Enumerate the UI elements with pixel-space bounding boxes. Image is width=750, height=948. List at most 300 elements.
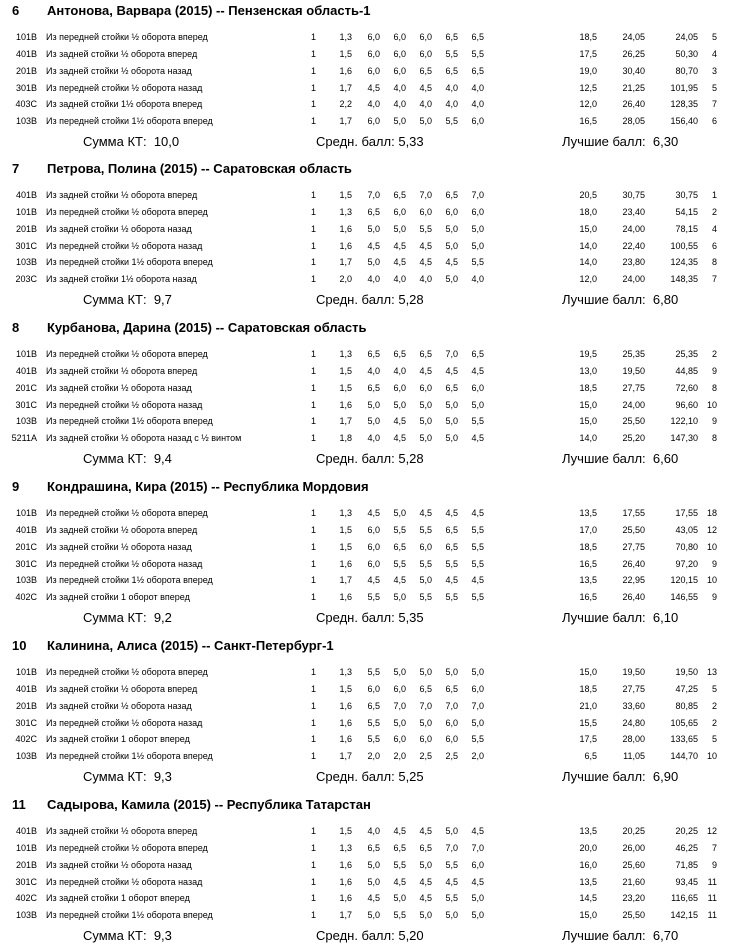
judge-score-5: 2,0 [471,751,484,761]
judge-score-2: 5,0 [393,893,406,903]
dive-group: 1 [310,860,316,870]
judge-score-4: 6,0 [445,718,458,728]
average-score-label: Средн. балл: [316,292,395,307]
place: 7 [711,99,717,109]
dive-group: 1 [310,383,316,393]
score-sum: 21,0 [579,701,597,711]
judge-score-5: 6,5 [471,32,484,42]
judge-score-5: 5,5 [471,257,484,267]
judge-score-3: 7,0 [419,701,432,711]
judge-score-5: 4,5 [471,433,484,443]
dive-description: Из передней стойки 1½ оборота вперед [46,751,213,761]
dive-description: Из передней стойки ½ оборота назад [46,877,203,887]
dive-difficulty: 1,5 [339,190,352,200]
cumulative-total: 43,05 [675,525,698,535]
judge-score-2: 4,5 [393,826,406,836]
judge-score-3: 5,5 [419,525,432,535]
dive-description: Из передней стойки ½ оборота вперед [46,667,208,677]
judge-score-4: 5,0 [445,667,458,677]
dive-description: Из задней стойки ½ оборота назад [46,224,192,234]
judge-score-3: 4,5 [419,241,432,251]
dive-description: Из передней стойки 1½ оборота вперед [46,575,213,585]
cumulative-total: 93,45 [675,877,698,887]
best-score [562,450,678,468]
dive-difficulty: 1,7 [339,910,352,920]
dive-row [0,430,750,446]
dive-total: 25,20 [622,433,645,443]
place: 6 [711,241,717,251]
judge-score-5: 5,5 [471,559,484,569]
athlete-number: 11 [12,797,26,812]
dive-code: 101B [15,349,37,359]
score-sum: 6,5 [584,751,597,761]
place: 4 [711,224,717,234]
best-score [562,291,678,309]
place: 9 [711,366,717,376]
dive-code: 401B [15,190,37,200]
average-score-value: 5,28 [398,451,424,466]
dive-group: 1 [310,592,316,602]
dive-code: 401B [15,684,37,694]
dive-code: 103B [15,416,37,426]
cumulative-total: 128,35 [670,99,698,109]
judge-score-4: 4,5 [445,257,458,267]
average-score-label: Средн. балл: [316,928,395,943]
dive-group: 1 [310,893,316,903]
athlete-number: 6 [12,3,20,18]
sum-kt-value: 10,0 [153,134,180,149]
dive-code: 5211A [11,433,37,443]
judge-score-5: 5,0 [471,400,484,410]
judge-score-4: 5,0 [445,241,458,251]
place: 5 [711,83,717,93]
judge-score-2: 5,0 [393,718,406,728]
dive-total: 25,60 [622,860,645,870]
dive-code: 103B [15,257,37,267]
dive-total: 30,40 [622,66,645,76]
sum-kt [83,927,172,945]
cumulative-total: 144,70 [670,751,698,761]
judge-score-1: 5,0 [367,860,380,870]
score-sum: 18,5 [579,684,597,694]
judge-score-4: 5,5 [445,49,458,59]
dive-total: 21,25 [622,83,645,93]
dive-difficulty: 1,7 [339,83,352,93]
dive-row [0,397,750,413]
dive-group: 1 [310,508,316,518]
dive-group: 1 [310,400,316,410]
score-sum: 19,0 [579,66,597,76]
score-sum: 15,0 [579,416,597,426]
place: 11 [707,893,717,903]
judge-score-4: 5,5 [445,116,458,126]
judge-score-3: 6,5 [419,684,432,694]
judge-score-3: 5,0 [419,400,432,410]
score-sum: 13,5 [579,877,597,887]
dive-group: 1 [310,559,316,569]
dive-total: 11,05 [623,751,645,761]
score-sum: 16,5 [579,116,597,126]
judge-score-1: 4,5 [367,508,380,518]
dive-code: 101B [15,667,37,677]
dive-code: 402C [15,893,37,903]
dive-description: Из задней стойки ½ оборота вперед [46,525,198,535]
judge-score-2: 4,5 [393,416,406,426]
dive-group: 1 [310,349,316,359]
place: 3 [711,66,717,76]
dive-difficulty: 1,7 [339,116,352,126]
judge-score-5: 6,5 [471,66,484,76]
score-sum: 12,0 [579,99,597,109]
dive-difficulty: 1,5 [339,383,352,393]
dive-group: 1 [310,667,316,677]
judge-score-1: 6,5 [367,701,380,711]
place: 8 [711,257,717,267]
judge-score-4: 4,0 [445,99,458,109]
judge-score-1: 4,5 [367,575,380,585]
dive-difficulty: 1,5 [339,684,352,694]
best-score-label: Лучшие балл: [562,292,646,307]
judge-score-4: 6,5 [445,542,458,552]
judge-score-5: 4,0 [471,99,484,109]
athlete-summary [0,768,750,786]
judge-score-3: 6,5 [419,349,432,359]
dive-code: 301C [15,718,37,728]
dive-code: 401B [15,366,37,376]
dive-description: Из передней стойки 1½ оборота вперед [46,910,213,920]
sum-kt [83,291,172,309]
judge-score-1: 6,5 [367,843,380,853]
judge-score-2: 5,5 [393,559,406,569]
dive-total: 27,75 [622,542,645,552]
judge-score-5: 5,5 [471,49,484,59]
dive-code: 203C [15,274,37,284]
best-score-label: Лучшие балл: [562,769,646,784]
dive-code: 301C [15,877,37,887]
place: 11 [707,910,717,920]
average-score-value: 5,25 [398,769,424,784]
sum-kt-label: Сумма КТ: [83,134,147,149]
dive-code: 201B [15,701,37,711]
judge-score-2: 6,0 [393,32,406,42]
dive-total: 19,50 [622,667,645,677]
dive-description: Из задней стойки ½ оборота назад [46,66,192,76]
dive-row [0,589,750,605]
dive-code: 403C [15,99,37,109]
sum-kt-label: Сумма КТ: [83,292,147,307]
dive-description: Из задней стойки ½ оборота вперед [46,826,198,836]
judge-score-2: 4,0 [393,99,406,109]
dive-code: 201C [15,542,37,552]
judge-score-1: 6,0 [367,116,380,126]
dive-group: 1 [310,701,316,711]
place: 5 [711,734,717,744]
judge-score-1: 4,0 [367,99,380,109]
judge-score-2: 4,5 [393,433,406,443]
judge-score-1: 5,0 [367,416,380,426]
dive-row [0,731,750,747]
cumulative-total: 148,35 [670,274,698,284]
place: 10 [706,751,717,761]
dive-group: 1 [310,99,316,109]
judge-score-1: 6,0 [367,684,380,694]
athlete-summary [0,450,750,468]
judge-score-4: 5,5 [445,893,458,903]
judge-score-3: 2,5 [419,751,432,761]
judge-score-1: 5,5 [367,592,380,602]
judge-score-5: 5,0 [471,224,484,234]
judge-score-2: 6,0 [393,684,406,694]
score-sum: 19,5 [579,349,597,359]
dive-total: 24,05 [622,32,645,42]
score-sum: 15,0 [579,400,597,410]
dive-description: Из задней стойки ½ оборота вперед [46,684,198,694]
dive-total: 24,00 [622,400,645,410]
judge-score-4: 6,5 [445,383,458,393]
judge-score-5: 6,5 [471,349,484,359]
place: 18 [706,508,717,518]
dive-description: Из передней стойки 1½ оборота вперед [46,416,213,426]
judge-score-4: 6,5 [445,66,458,76]
judge-score-1: 4,0 [367,826,380,836]
judge-score-3: 6,0 [419,49,432,59]
judge-score-4: 4,0 [445,83,458,93]
judge-score-3: 5,0 [419,416,432,426]
dive-group: 1 [310,190,316,200]
judge-score-3: 4,5 [419,826,432,836]
dive-total: 28,00 [622,734,645,744]
place: 10 [706,400,717,410]
judge-score-3: 4,5 [419,877,432,887]
sum-kt-label: Сумма КТ: [83,610,147,625]
place: 2 [711,207,717,217]
average-score [316,609,424,627]
dive-description: Из задней стойки 1½ оборота вперед [46,99,203,109]
dive-description: Из передней стойки ½ оборота вперед [46,349,208,359]
dive-group: 1 [310,83,316,93]
dive-group: 1 [310,575,316,585]
dive-total: 27,75 [622,383,645,393]
judge-score-5: 5,0 [471,893,484,903]
judge-score-2: 7,0 [393,701,406,711]
judge-score-2: 6,0 [393,383,406,393]
judge-score-3: 4,5 [419,257,432,267]
judge-score-3: 4,5 [419,893,432,903]
judge-score-4: 6,0 [445,734,458,744]
dive-difficulty: 1,6 [339,241,352,251]
dive-difficulty: 1,6 [339,400,352,410]
sum-kt [83,609,172,627]
dive-row [0,413,750,429]
best-score [562,133,678,151]
dive-total: 26,25 [622,49,645,59]
judge-score-5: 4,0 [471,274,484,284]
sum-kt-value: 9,4 [153,451,172,466]
judge-score-5: 6,0 [471,684,484,694]
dive-description: Из задней стойки 1½ оборота назад [46,274,197,284]
best-score-value: 6,90 [652,769,679,784]
best-score-label: Лучшие балл: [562,928,646,943]
dive-total: 26,40 [622,99,645,109]
judge-score-1: 2,0 [367,751,380,761]
place: 4 [711,49,717,59]
dive-group: 1 [310,826,316,836]
score-sum: 14,0 [579,257,597,267]
dive-total: 21,60 [622,877,645,887]
dive-group: 1 [310,241,316,251]
place: 10 [706,575,717,585]
judge-score-3: 4,5 [419,508,432,518]
dive-difficulty: 1,3 [339,843,352,853]
average-score-label: Средн. балл: [316,769,395,784]
place: 9 [711,416,717,426]
athlete-summary [0,133,750,151]
dive-difficulty: 2,0 [339,274,352,284]
judge-score-2: 5,0 [393,592,406,602]
dive-difficulty: 1,6 [339,66,352,76]
dive-row [0,29,750,45]
judge-score-4: 2,5 [445,751,458,761]
judge-score-3: 6,5 [419,843,432,853]
place: 7 [711,274,717,284]
judge-score-1: 4,5 [367,83,380,93]
cumulative-total: 70,80 [675,542,698,552]
cumulative-total: 156,40 [670,116,698,126]
dive-difficulty: 1,6 [339,592,352,602]
dive-group: 1 [310,718,316,728]
judge-score-4: 5,0 [445,910,458,920]
dive-code: 301C [15,241,37,251]
dive-description: Из задней стойки 1 оборот вперед [46,893,190,903]
score-sum: 17,5 [579,734,597,744]
dive-row [0,63,750,79]
athlete-name: Калинина, Алиса (2015) -- Санкт-Петербург-1 [47,638,334,653]
dive-code: 301B [15,83,37,93]
judge-score-3: 4,0 [419,274,432,284]
judge-score-2: 5,5 [393,910,406,920]
cumulative-total: 146,55 [670,592,698,602]
dive-row [0,840,750,856]
cumulative-total: 105,65 [670,718,698,728]
judge-score-4: 4,5 [445,508,458,518]
judge-score-2: 5,5 [393,525,406,535]
cumulative-total: 19,50 [675,667,698,677]
dive-code: 201B [15,224,37,234]
cumulative-total: 25,35 [675,349,698,359]
dive-total: 22,95 [622,575,645,585]
dive-code: 103B [15,751,37,761]
score-sum: 13,0 [579,366,597,376]
dive-row [0,890,750,906]
judge-score-2: 5,0 [393,116,406,126]
cumulative-total: 147,30 [670,433,698,443]
dive-group: 1 [310,224,316,234]
place: 12 [706,826,717,836]
average-score-value: 5,35 [398,610,424,625]
dive-row [0,698,750,714]
dive-description: Из передней стойки ½ оборота вперед [46,207,208,217]
judge-score-5: 5,0 [471,241,484,251]
sum-kt [83,450,172,468]
best-score [562,609,678,627]
dive-group: 1 [310,416,316,426]
dive-total: 27,75 [622,684,645,694]
cumulative-total: 72,60 [675,383,698,393]
dive-code: 103B [15,116,37,126]
dive-description: Из задней стойки ½ оборота назад [46,860,192,870]
judge-score-1: 5,0 [367,910,380,920]
dive-difficulty: 1,5 [339,542,352,552]
dive-difficulty: 1,3 [339,207,352,217]
dive-row [0,505,750,521]
score-sum: 16,5 [579,559,597,569]
judge-score-5: 4,5 [471,366,484,376]
judge-score-5: 5,5 [471,542,484,552]
judge-score-5: 6,0 [471,860,484,870]
average-score [316,450,424,468]
dive-group: 1 [310,433,316,443]
judge-score-3: 5,5 [419,592,432,602]
score-sum: 18,0 [579,207,597,217]
judge-score-5: 6,0 [471,383,484,393]
judge-score-1: 5,5 [367,667,380,677]
judge-score-1: 5,5 [367,734,380,744]
judge-score-2: 6,5 [393,349,406,359]
cumulative-total: 96,60 [675,400,698,410]
dive-description: Из передней стойки ½ оборота назад [46,241,203,251]
cumulative-total: 46,25 [675,843,698,853]
judge-score-4: 6,5 [445,684,458,694]
dive-description: Из передней стойки 1½ оборота вперед [46,257,213,267]
dive-difficulty: 1,7 [339,416,352,426]
judge-score-3: 6,0 [419,542,432,552]
place: 10 [706,542,717,552]
judge-score-3: 6,0 [419,32,432,42]
judge-score-4: 4,5 [445,575,458,585]
judge-score-1: 6,0 [367,525,380,535]
dive-row [0,46,750,62]
best-score [562,927,678,945]
judge-score-4: 5,0 [445,826,458,836]
sum-kt-value: 9,7 [153,292,172,307]
dive-difficulty: 1,3 [339,32,352,42]
athlete-number: 8 [12,320,20,335]
dive-description: Из передней стойки 1½ оборота вперед [46,116,213,126]
score-sum: 14,5 [579,893,597,903]
cumulative-total: 30,75 [675,190,698,200]
judge-score-4: 5,5 [445,860,458,870]
dive-description: Из задней стойки ½ оборота назад с ½ винтом [46,433,242,443]
dive-group: 1 [310,66,316,76]
judge-score-1: 4,0 [367,433,380,443]
dive-code: 402C [15,592,37,602]
dive-row [0,271,750,287]
judge-score-4: 5,0 [445,400,458,410]
judge-score-2: 4,0 [393,366,406,376]
judge-score-2: 5,5 [393,860,406,870]
judge-score-1: 5,5 [367,718,380,728]
judge-score-3: 5,0 [419,910,432,920]
dive-difficulty: 1,7 [339,257,352,267]
place: 9 [711,860,717,870]
cumulative-total: 120,15 [670,575,698,585]
judge-score-2: 4,0 [393,274,406,284]
judge-score-4: 5,0 [445,224,458,234]
dive-group: 1 [310,32,316,42]
dive-total: 26,40 [622,592,645,602]
judge-score-4: 6,0 [445,207,458,217]
judge-score-4: 5,0 [445,416,458,426]
